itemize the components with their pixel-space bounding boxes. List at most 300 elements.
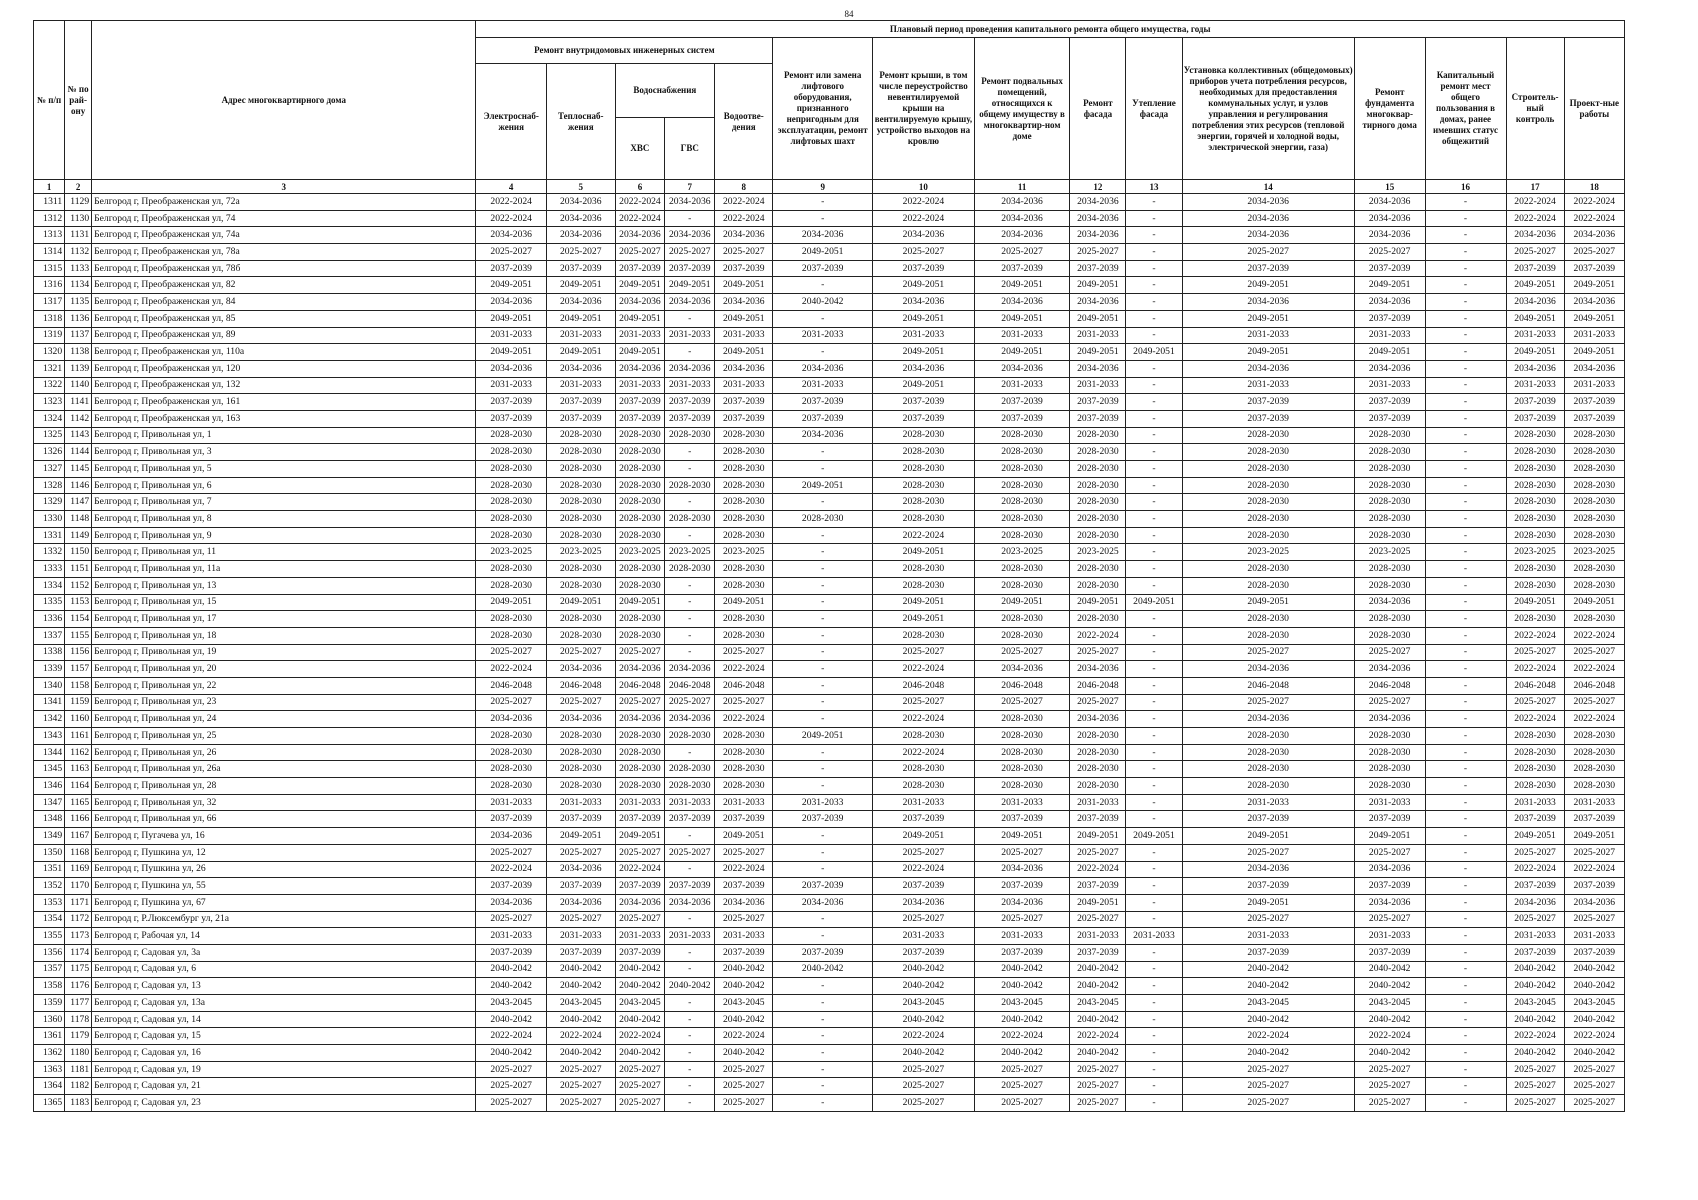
table-cell: 2037-2039 xyxy=(1564,394,1624,411)
table-cell: 2025-2027 xyxy=(873,1078,975,1095)
table-cell: 2028-2030 xyxy=(1182,511,1354,528)
table-cell: 2034-2036 xyxy=(773,427,873,444)
table-cell: 2049-2051 xyxy=(1070,894,1126,911)
table-cell: 2034-2036 xyxy=(615,227,665,244)
address-cell: Белгород г, Привольная ул, 9 xyxy=(92,527,476,544)
table-cell: 2037-2039 xyxy=(873,811,975,828)
table-cell: 2034-2036 xyxy=(615,360,665,377)
address-cell: Белгород г, Преображенская ул, 120 xyxy=(92,360,476,377)
table-cell: 1316 xyxy=(34,277,65,294)
table-cell: 2022-2024 xyxy=(715,1028,773,1045)
table-cell: 2028-2030 xyxy=(1564,744,1624,761)
table-cell: - xyxy=(1425,778,1506,795)
table-cell: 1169 xyxy=(65,861,92,878)
table-cell: - xyxy=(1126,794,1182,811)
table-cell: 2049-2051 xyxy=(974,344,1070,361)
table-cell: - xyxy=(1425,1045,1506,1062)
table-cell: - xyxy=(1425,244,1506,261)
table-row xyxy=(34,911,1625,928)
table-cell: 2037-2039 xyxy=(1506,878,1564,895)
table-cell: - xyxy=(665,527,715,544)
table-cell: 2034-2036 xyxy=(974,360,1070,377)
table-cell: 2022-2024 xyxy=(1070,627,1126,644)
table-cell: - xyxy=(665,461,715,478)
table-cell: 2025-2027 xyxy=(1564,244,1624,261)
table-cell: - xyxy=(1425,527,1506,544)
table-cell: 2028-2030 xyxy=(1182,778,1354,795)
table-cell: 2028-2030 xyxy=(1506,577,1564,594)
table-cell: 2025-2027 xyxy=(974,844,1070,861)
table-cell: 2025-2027 xyxy=(873,244,975,261)
table-cell: 2037-2039 xyxy=(1564,260,1624,277)
table-cell: 2025-2027 xyxy=(546,1078,615,1095)
header-planned-period: Плановый период проведения капитального ремонта общего имущества, годы xyxy=(476,21,1625,38)
table-cell: 2023-2025 xyxy=(1182,544,1354,561)
table-cell: - xyxy=(1425,260,1506,277)
table-cell: 2025-2027 xyxy=(1070,644,1126,661)
table-cell: 1325 xyxy=(34,427,65,444)
table-cell: 2022-2024 xyxy=(1564,861,1624,878)
table-row xyxy=(34,594,1625,611)
table-cell: 2037-2039 xyxy=(873,878,975,895)
table-cell: 1360 xyxy=(34,1011,65,1028)
table-cell: 2031-2033 xyxy=(715,327,773,344)
table-cell: 2034-2036 xyxy=(615,661,665,678)
address-cell: Белгород г, Привольная ул, 24 xyxy=(92,711,476,728)
table-cell: 2028-2030 xyxy=(1354,561,1425,578)
table-cell: 2031-2033 xyxy=(974,794,1070,811)
table-cell: 2028-2030 xyxy=(546,611,615,628)
table-cell: - xyxy=(1425,944,1506,961)
table-cell: - xyxy=(665,911,715,928)
table-cell: 2049-2051 xyxy=(615,828,665,845)
table-cell: - xyxy=(773,928,873,945)
table-row xyxy=(34,294,1625,311)
table-cell: 1331 xyxy=(34,527,65,544)
table-cell: 2025-2027 xyxy=(715,1095,773,1112)
table-cell: 2040-2042 xyxy=(873,978,975,995)
table-cell: 2022-2024 xyxy=(715,194,773,211)
table-cell: 2034-2036 xyxy=(773,227,873,244)
table-cell: 2025-2027 xyxy=(476,1061,547,1078)
table-cell: 2028-2030 xyxy=(1182,427,1354,444)
header-elevator: Ремонт или замена лифтового оборудования, признанного непригодным для эксплуатации, ремонт лифтовых шахт xyxy=(773,38,873,180)
address-cell: Белгород г, Привольная ул, 20 xyxy=(92,661,476,678)
table-cell: - xyxy=(773,861,873,878)
table-cell: 2049-2051 xyxy=(476,344,547,361)
table-cell: 1324 xyxy=(34,410,65,427)
table-cell: 2037-2039 xyxy=(1070,410,1126,427)
table-cell: 2022-2024 xyxy=(873,1028,975,1045)
table-cell: - xyxy=(773,277,873,294)
table-cell: 2025-2027 xyxy=(546,1061,615,1078)
table-cell: 2043-2045 xyxy=(1506,995,1564,1012)
table-cell: 2028-2030 xyxy=(715,444,773,461)
column-number: 1 xyxy=(34,180,65,194)
address-cell: Белгород г, Привольная ул, 3 xyxy=(92,444,476,461)
table-cell: 1338 xyxy=(34,644,65,661)
table-cell: 2034-2036 xyxy=(476,360,547,377)
table-cell: 1147 xyxy=(65,494,92,511)
table-cell: 2034-2036 xyxy=(1354,861,1425,878)
table-cell: 2028-2030 xyxy=(873,427,975,444)
table-cell: 2028-2030 xyxy=(1354,627,1425,644)
table-cell: 2028-2030 xyxy=(715,744,773,761)
table-cell: 2037-2039 xyxy=(1182,878,1354,895)
table-cell: 2025-2027 xyxy=(1564,1061,1624,1078)
table-cell: - xyxy=(1425,210,1506,227)
column-number: 2 xyxy=(65,180,92,194)
header-internal-systems: Ремонт внутридомовых инженерных систем xyxy=(476,38,773,64)
table-cell: - xyxy=(1126,377,1182,394)
header-cold-water: ХВС xyxy=(615,118,665,180)
table-cell: 2049-2051 xyxy=(1182,828,1354,845)
table-cell: - xyxy=(1126,1011,1182,1028)
table-cell: 2037-2039 xyxy=(476,811,547,828)
header-construction-control: Строитель-ный контроль xyxy=(1506,38,1564,180)
table-cell: 2037-2039 xyxy=(1506,394,1564,411)
table-cell: 1177 xyxy=(65,995,92,1012)
table-cell: 2025-2027 xyxy=(1354,244,1425,261)
table-cell: - xyxy=(773,828,873,845)
table-cell: - xyxy=(1126,544,1182,561)
table-cell: 2022-2024 xyxy=(1564,711,1624,728)
table-cell: 2031-2033 xyxy=(773,794,873,811)
table-cell: - xyxy=(773,494,873,511)
table-cell: 2022-2024 xyxy=(1182,1028,1354,1045)
table-cell: 2037-2039 xyxy=(476,394,547,411)
table-cell: 2034-2036 xyxy=(715,227,773,244)
table-cell: 1357 xyxy=(34,961,65,978)
table-cell: 2025-2027 xyxy=(974,1078,1070,1095)
table-cell: 2028-2030 xyxy=(974,511,1070,528)
table-cell: 2037-2039 xyxy=(715,394,773,411)
table-cell: - xyxy=(1425,911,1506,928)
table-cell: 2028-2030 xyxy=(615,527,665,544)
table-cell: 2037-2039 xyxy=(546,944,615,961)
table-cell: 2049-2051 xyxy=(665,277,715,294)
table-cell: - xyxy=(665,1061,715,1078)
table-cell: 2037-2039 xyxy=(974,811,1070,828)
table-cell: 1339 xyxy=(34,661,65,678)
table-cell: 2049-2051 xyxy=(873,344,975,361)
table-cell: 2031-2033 xyxy=(546,327,615,344)
table-cell: 2034-2036 xyxy=(1182,711,1354,728)
table-cell: - xyxy=(1425,477,1506,494)
table-cell: 2028-2030 xyxy=(974,744,1070,761)
table-cell: 1321 xyxy=(34,360,65,377)
table-cell: - xyxy=(1126,811,1182,828)
table-row xyxy=(34,360,1625,377)
table-cell: 2028-2030 xyxy=(1354,527,1425,544)
table-cell: 1317 xyxy=(34,294,65,311)
table-cell: 2034-2036 xyxy=(873,227,975,244)
table-cell: 2037-2039 xyxy=(1354,811,1425,828)
table-cell: 1164 xyxy=(65,778,92,795)
table-cell: 2049-2051 xyxy=(974,310,1070,327)
table-cell: 2031-2033 xyxy=(1354,794,1425,811)
table-cell: - xyxy=(665,995,715,1012)
table-cell: 2031-2033 xyxy=(974,928,1070,945)
table-cell: 2025-2027 xyxy=(1070,844,1126,861)
table-cell: 2043-2045 xyxy=(1182,995,1354,1012)
table-cell: - xyxy=(1126,227,1182,244)
table-cell: 2025-2027 xyxy=(1070,1095,1126,1112)
table-cell: 2028-2030 xyxy=(1070,427,1126,444)
capital-repair-schedule-table xyxy=(33,20,1625,1112)
table-cell: 2040-2042 xyxy=(873,961,975,978)
table-cell: 2028-2030 xyxy=(1070,527,1126,544)
table-cell: 2022-2024 xyxy=(1070,1028,1126,1045)
table-cell: - xyxy=(1126,1045,1182,1062)
address-cell: Белгород г, Р.Люксембург ул, 21а xyxy=(92,911,476,928)
table-cell: - xyxy=(1425,444,1506,461)
table-cell: - xyxy=(1126,577,1182,594)
table-cell: 2046-2048 xyxy=(1564,677,1624,694)
table-cell: 2028-2030 xyxy=(974,761,1070,778)
table-cell: 2025-2027 xyxy=(1354,694,1425,711)
table-cell: 2028-2030 xyxy=(476,494,547,511)
table-cell: 1161 xyxy=(65,728,92,745)
header-meters: Установка коллективных (общедомовых) приборов учета потребления ресурсов, необходимых для предоставления коммунальных услуг, и узлов управления и регулирования потребления этих ресурсов (тепловой энергии, горячей и холодной воды, электрической энергии, газа) xyxy=(1182,38,1354,180)
address-cell: Белгород г, Садовая ул, 14 xyxy=(92,1011,476,1028)
table-cell: 2034-2036 xyxy=(1564,360,1624,377)
table-cell: 2025-2027 xyxy=(1354,844,1425,861)
table-cell: 2034-2036 xyxy=(1182,194,1354,211)
table-cell: 2031-2033 xyxy=(1506,928,1564,945)
table-cell: 2034-2036 xyxy=(546,861,615,878)
column-number: 3 xyxy=(92,180,476,194)
table-cell: 2049-2051 xyxy=(546,310,615,327)
table-cell: 2025-2027 xyxy=(1506,644,1564,661)
table-cell: 2037-2039 xyxy=(974,394,1070,411)
table-cell: 2028-2030 xyxy=(1354,511,1425,528)
address-cell: Белгород г, Преображенская ул, 161 xyxy=(92,394,476,411)
table-cell: 2025-2027 xyxy=(1070,244,1126,261)
table-row xyxy=(34,344,1625,361)
table-cell: 2022-2024 xyxy=(615,861,665,878)
table-cell: 2022-2024 xyxy=(615,194,665,211)
table-cell: 1328 xyxy=(34,477,65,494)
table-cell: 2040-2042 xyxy=(546,961,615,978)
table-cell: - xyxy=(1425,277,1506,294)
table-cell: 2028-2030 xyxy=(1564,527,1624,544)
table-cell: 2028-2030 xyxy=(715,627,773,644)
column-number: 16 xyxy=(1425,180,1506,194)
table-cell: 1131 xyxy=(65,227,92,244)
table-cell: - xyxy=(1425,694,1506,711)
table-cell: 2028-2030 xyxy=(1506,744,1564,761)
table-cell: 2025-2027 xyxy=(974,694,1070,711)
table-row xyxy=(34,577,1625,594)
table-cell: 2031-2033 xyxy=(873,794,975,811)
table-cell: 2028-2030 xyxy=(615,444,665,461)
table-cell: 1319 xyxy=(34,327,65,344)
table-cell: 1342 xyxy=(34,711,65,728)
address-cell: Белгород г, Привольная ул, 19 xyxy=(92,644,476,661)
table-cell: 2049-2051 xyxy=(1182,310,1354,327)
table-cell: - xyxy=(1425,794,1506,811)
table-cell: 2028-2030 xyxy=(974,427,1070,444)
table-cell: 1178 xyxy=(65,1011,92,1028)
table-cell: 2022-2024 xyxy=(1070,861,1126,878)
table-cell: - xyxy=(1126,444,1182,461)
table-cell: 2025-2027 xyxy=(873,844,975,861)
table-cell: - xyxy=(1425,227,1506,244)
table-cell: 2028-2030 xyxy=(615,477,665,494)
table-cell: 2031-2033 xyxy=(974,327,1070,344)
table-cell: 2028-2030 xyxy=(1354,611,1425,628)
table-cell: 2025-2027 xyxy=(665,244,715,261)
table-cell: 2031-2033 xyxy=(773,377,873,394)
table-cell: 1145 xyxy=(65,461,92,478)
table-cell: 2025-2027 xyxy=(546,844,615,861)
header-facade: Ремонт фасада xyxy=(1070,38,1126,180)
table-cell: 2049-2051 xyxy=(1506,344,1564,361)
table-cell: 2034-2036 xyxy=(615,711,665,728)
table-cell: 2031-2033 xyxy=(1070,327,1126,344)
table-row xyxy=(34,728,1625,745)
table-row xyxy=(34,878,1625,895)
table-row xyxy=(34,377,1625,394)
table-cell: 2040-2042 xyxy=(476,1045,547,1062)
table-cell: 2028-2030 xyxy=(1070,577,1126,594)
table-cell: 2022-2024 xyxy=(873,194,975,211)
table-cell: 1176 xyxy=(65,978,92,995)
table-cell: 2025-2027 xyxy=(1354,911,1425,928)
table-cell: 2022-2024 xyxy=(873,711,975,728)
table-cell: 2025-2027 xyxy=(615,911,665,928)
header-heat: Теплоснаб-жения xyxy=(546,64,615,180)
table-cell: - xyxy=(773,744,873,761)
table-cell: 2025-2027 xyxy=(615,1095,665,1112)
table-cell: 1175 xyxy=(65,961,92,978)
table-cell: 2049-2051 xyxy=(873,611,975,628)
table-cell: 1354 xyxy=(34,911,65,928)
table-cell: 2037-2039 xyxy=(546,410,615,427)
table-cell: 2037-2039 xyxy=(773,410,873,427)
table-cell: 2037-2039 xyxy=(615,410,665,427)
table-cell: - xyxy=(773,344,873,361)
table-cell: 2037-2039 xyxy=(1354,310,1425,327)
table-cell: 1320 xyxy=(34,344,65,361)
table-cell: 2025-2027 xyxy=(1182,1078,1354,1095)
table-cell: 2031-2033 xyxy=(1070,377,1126,394)
table-cell: 1158 xyxy=(65,677,92,694)
address-cell: Белгород г, Привольная ул, 23 xyxy=(92,694,476,711)
table-cell: 2049-2051 xyxy=(1182,894,1354,911)
table-cell: - xyxy=(1126,244,1182,261)
column-number: 12 xyxy=(1070,180,1126,194)
table-cell: 2023-2025 xyxy=(1506,544,1564,561)
table-cell: 2049-2051 xyxy=(1564,828,1624,845)
table-cell: 2022-2024 xyxy=(974,1028,1070,1045)
table-cell: 2037-2039 xyxy=(1506,410,1564,427)
table-cell: - xyxy=(773,1011,873,1028)
table-cell: 2025-2027 xyxy=(476,844,547,861)
table-row xyxy=(34,1011,1625,1028)
table-cell: 2028-2030 xyxy=(873,778,975,795)
table-cell: 1329 xyxy=(34,494,65,511)
table-cell: - xyxy=(1126,995,1182,1012)
table-row xyxy=(34,894,1625,911)
table-cell: 2022-2024 xyxy=(715,711,773,728)
table-cell: 1326 xyxy=(34,444,65,461)
table-cell: 2028-2030 xyxy=(715,577,773,594)
table-row xyxy=(34,1095,1625,1112)
address-cell: Белгород г, Преображенская ул, 74а xyxy=(92,227,476,244)
table-cell: 2034-2036 xyxy=(773,894,873,911)
table-cell: 2028-2030 xyxy=(1506,461,1564,478)
table-cell: 2028-2030 xyxy=(1182,611,1354,628)
table-cell: 2025-2027 xyxy=(873,694,975,711)
table-cell: 2034-2036 xyxy=(546,194,615,211)
header-address: Адрес многоквартирного дома xyxy=(92,21,476,180)
table-cell: 2034-2036 xyxy=(1506,894,1564,911)
address-cell: Белгород г, Садовая ул, 3а xyxy=(92,944,476,961)
table-cell: 2037-2039 xyxy=(1182,811,1354,828)
table-cell: 2040-2042 xyxy=(715,1045,773,1062)
table-cell: 2034-2036 xyxy=(715,894,773,911)
table-cell: - xyxy=(773,644,873,661)
table-cell: 2049-2051 xyxy=(873,377,975,394)
table-cell: - xyxy=(773,778,873,795)
table-cell: 2037-2039 xyxy=(665,410,715,427)
table-cell: 2049-2051 xyxy=(1070,277,1126,294)
table-cell: 2037-2039 xyxy=(1354,410,1425,427)
table-cell: - xyxy=(1126,744,1182,761)
table-cell: 2028-2030 xyxy=(1182,577,1354,594)
table-cell: 2034-2036 xyxy=(873,360,975,377)
table-cell: - xyxy=(665,611,715,628)
table-cell: 2023-2025 xyxy=(1070,544,1126,561)
table-cell: 2028-2030 xyxy=(546,744,615,761)
table-cell: 1135 xyxy=(65,294,92,311)
table-cell: 2034-2036 xyxy=(476,711,547,728)
table-cell: 2023-2025 xyxy=(1564,544,1624,561)
table-cell: 2028-2030 xyxy=(1070,477,1126,494)
table-cell: 2040-2042 xyxy=(476,978,547,995)
table-cell: 2031-2033 xyxy=(1182,794,1354,811)
table-cell: 1144 xyxy=(65,444,92,461)
table-cell: 2025-2027 xyxy=(1182,244,1354,261)
table-cell: - xyxy=(665,344,715,361)
table-cell: 2049-2051 xyxy=(715,828,773,845)
address-cell: Белгород г, Преображенская ул, 110а xyxy=(92,344,476,361)
table-cell: 1133 xyxy=(65,260,92,277)
table-cell: 2034-2036 xyxy=(1182,861,1354,878)
table-cell: 1159 xyxy=(65,694,92,711)
table-cell: 1171 xyxy=(65,894,92,911)
table-cell: - xyxy=(773,627,873,644)
table-cell: 2028-2030 xyxy=(665,761,715,778)
table-cell: 2028-2030 xyxy=(1506,427,1564,444)
address-cell: Белгород г, Привольная ул, 17 xyxy=(92,611,476,628)
table-cell: 2037-2039 xyxy=(665,878,715,895)
table-cell: 1323 xyxy=(34,394,65,411)
table-cell: - xyxy=(773,677,873,694)
table-cell: 2034-2036 xyxy=(546,661,615,678)
table-cell: 2028-2030 xyxy=(1070,494,1126,511)
table-cell: 2034-2036 xyxy=(546,711,615,728)
table-cell: 2031-2033 xyxy=(1506,327,1564,344)
table-cell: - xyxy=(1126,561,1182,578)
table-cell: 2046-2048 xyxy=(873,677,975,694)
table-cell: 1166 xyxy=(65,811,92,828)
table-cell: 2025-2027 xyxy=(476,1095,547,1112)
table-cell: 1156 xyxy=(65,644,92,661)
table-cell: - xyxy=(1126,961,1182,978)
